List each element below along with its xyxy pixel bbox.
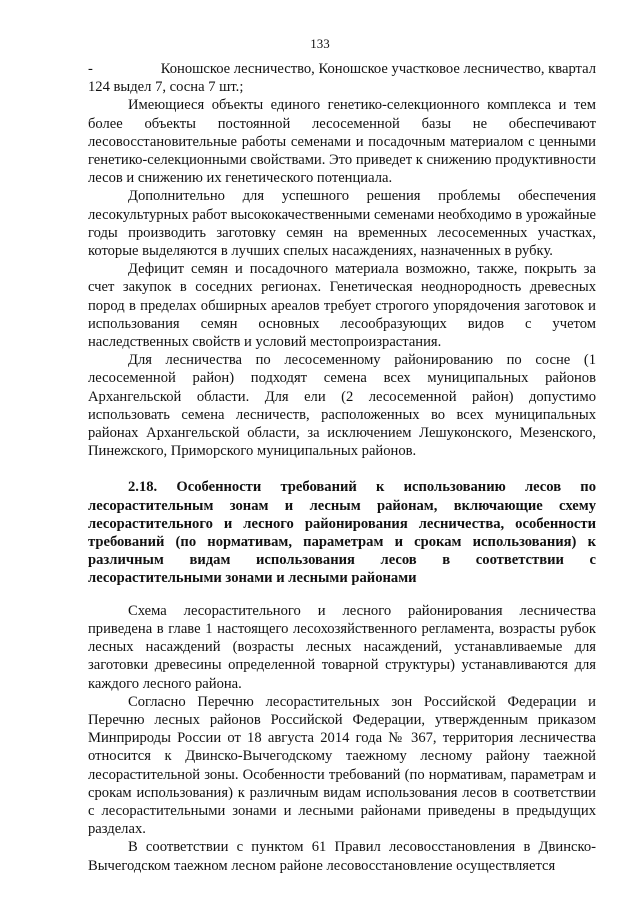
paragraph-3: Дефицит семян и посадочного материала возможно, также, покрыть за счет закупок в соседних регионах. Генетическая неоднородность древесных пород в пределах обширных ареалов требует строгого упорядочения заготовок и использования семян основных лесообразующих видов с учетом наследственных свойств и условий местопроизрастания. <box>88 261 596 351</box>
paragraph-2: Дополнительно для успешного решения проблемы обеспечения лесокультурных работ высококачественными семенами необходимо в урожайные годы производить заготовку семян на временных лесосеменных участках, которые выделяются в лучших спелых насаждениях, назначенных в рубку. <box>88 188 596 260</box>
document-body <box>88 60 596 875</box>
section-heading: 2.18. Особенности требований к использованию лесов по лесорастительным зонам и лесным районам, включающие схему лесорастительного и лесного районирования лесничества, особенности требований (по нормативам, параметрам и срокам использования) к различным видам использования лесов в соответствии с лесорастительными зонами и лесными районами <box>88 479 596 587</box>
paragraph-6: Согласно Перечню лесорастительных зон Российской Федерации и Перечню лесных районов Российской Федерации, утвержденным приказом Минприроды России от 18 августа 2014 года № 367, территория лесничества относится к Двинско-Вычегодскому таежному лесному району таежной лесорастительной зоны. Особенности требований (по нормативам, параметрам и срокам использования) к различным видам использования лесов в соответствии с лесорастительными зонами и лесными районами приведены в предыдущих разделах. <box>88 693 596 838</box>
page-number: 133 <box>310 36 330 51</box>
list-item-text: Коношское лесничество, Коношское участковое лесничество, квартал <box>160 61 596 77</box>
list-item-continuation: 124 выдел 7, сосна 7 шт.; <box>88 79 244 96</box>
paragraph-1: Имеющиеся объекты единого генетико-селекционного комплекса и тем более объекты постоянной лесосеменной базы не обеспечивают лесовосстановительные работы семенами и посадочным материалом с ценными генетико-селекционными свойствами. Это приведет к снижению продуктивности лесов и снижению их генетического потенциала. <box>88 97 596 187</box>
list-item-first-line <box>88 60 596 78</box>
paragraph-5: Схема лесорастительного и лесного районирования лесничества приведена в главе 1 настоящего лесохозяйственного регламента, возрасты рубок лесных насаждений (возрасты лесных насаждений, устанавливаемые для заготовки древесины определенной товарной структуры) устанавливаются для каждого лесного района. <box>88 602 596 692</box>
paragraph-4: Для лесничества по лесосеменному районированию по сосне (1 лесосеменной район) подходят семена всех муниципальных районов Архангельской области. Для ели (2 лесосеменной район) допустимо использовать семена лесничеств, расположенных во всех муниципальных районах Архангельской области, за исключением Лешуконского, Мезенского, Пинежского, Приморского муниципальных районов. <box>88 352 596 460</box>
list-dash: - <box>88 61 93 77</box>
paragraph-7: В соответствии с пунктом 61 Правил лесовосстановления в Двинско-Вычегодском таежном лесном районе лесовосстановление осуществляется <box>88 839 596 874</box>
